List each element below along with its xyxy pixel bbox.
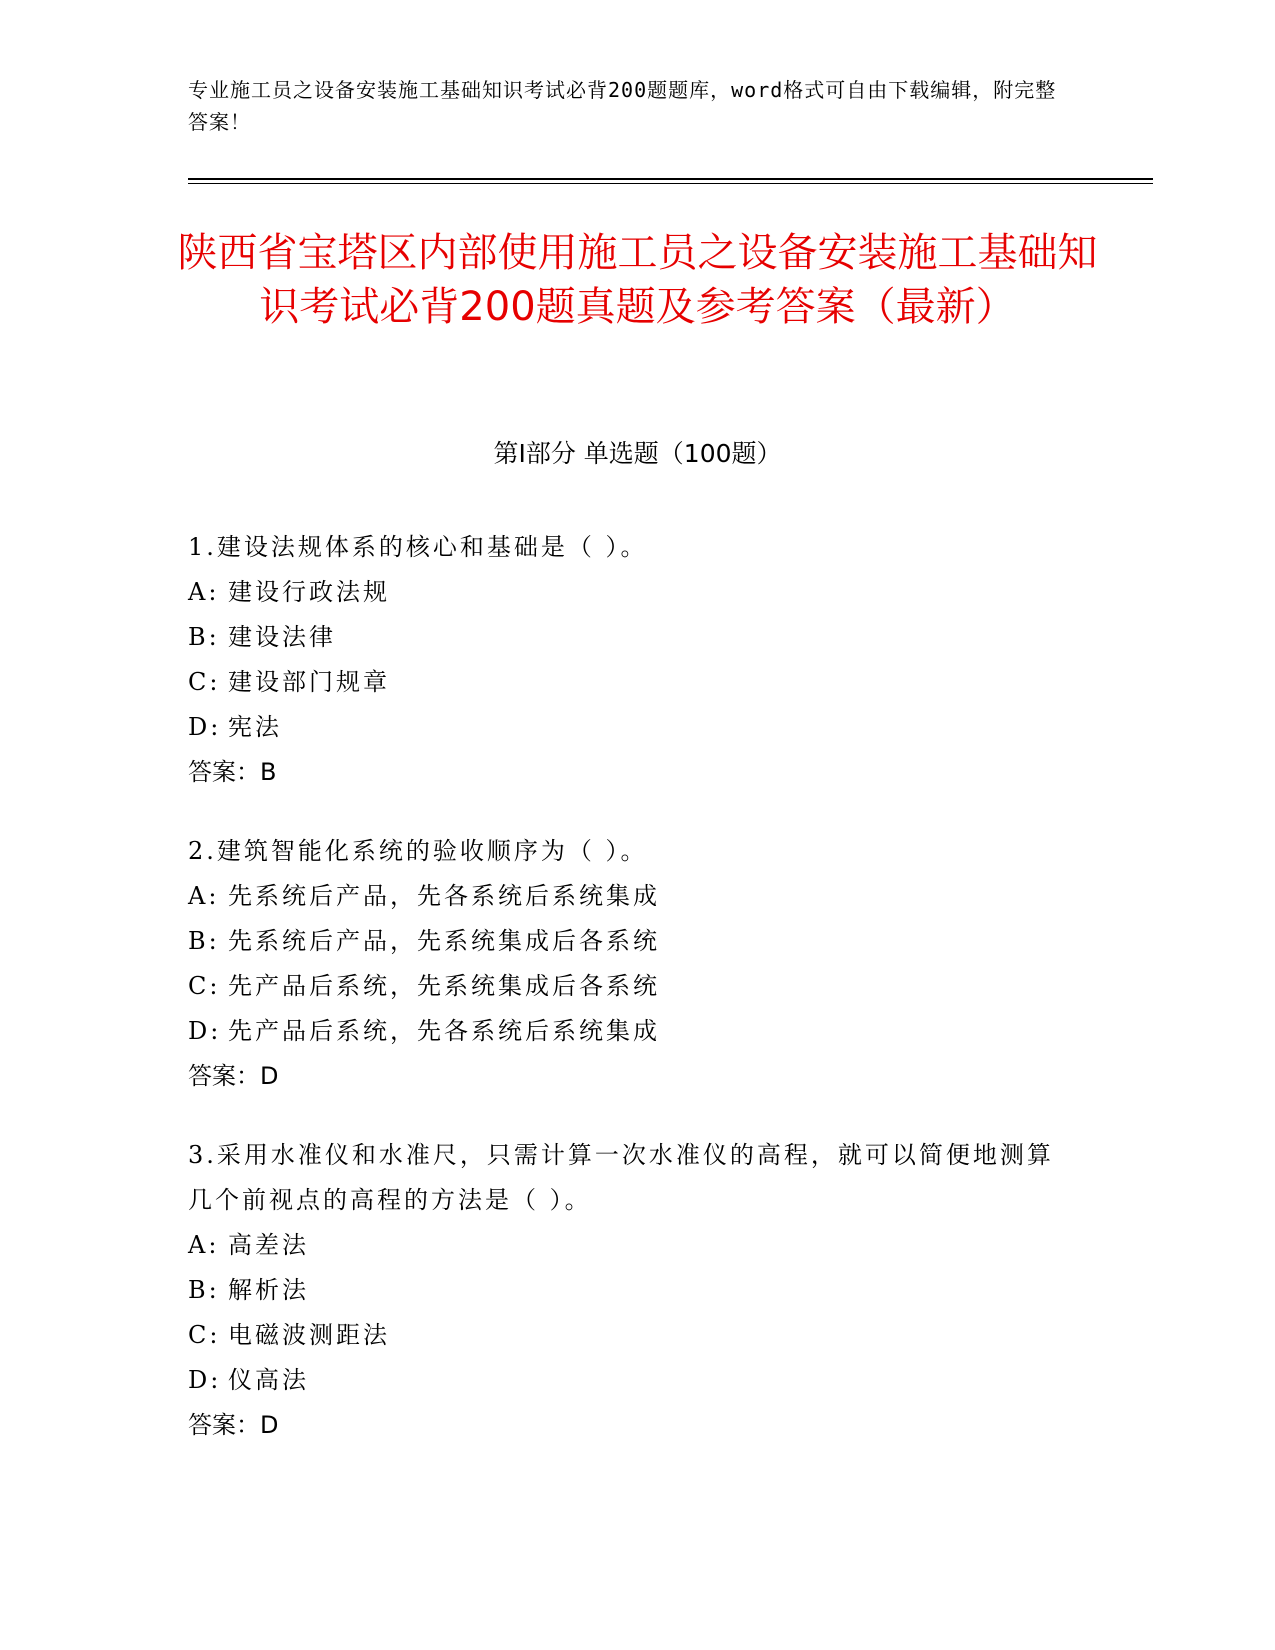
option-a bbox=[188, 874, 1068, 919]
option-d bbox=[188, 1009, 1068, 1054]
option-b bbox=[188, 1268, 1068, 1313]
option-text: 仪高法 bbox=[228, 1366, 309, 1394]
option-text: 高差法 bbox=[228, 1231, 309, 1259]
header-rule-thin bbox=[188, 183, 1153, 184]
document-title: 陕西省宝塔区内部使用施工员之设备安装施工基础知识考试必背200题真题及参考答案（最新） bbox=[177, 230, 1098, 330]
option-text: 建设部门规章 bbox=[228, 668, 390, 696]
option-a bbox=[188, 570, 1068, 615]
option-letter: A: bbox=[188, 578, 220, 606]
option-letter: C: bbox=[188, 972, 221, 1000]
option-c bbox=[188, 660, 1068, 705]
answer-value: D bbox=[260, 1411, 279, 1439]
option-letter: A: bbox=[188, 882, 220, 910]
option-letter: B: bbox=[188, 927, 220, 955]
answer-line bbox=[188, 1403, 1068, 1448]
option-letter: D: bbox=[188, 1366, 222, 1394]
answer-line bbox=[188, 1054, 1068, 1099]
option-text: 建设法律 bbox=[228, 623, 336, 651]
option-text: 建设行政法规 bbox=[228, 578, 390, 606]
question-list bbox=[188, 525, 1068, 1482]
option-d bbox=[188, 705, 1068, 750]
option-letter: C: bbox=[188, 1321, 221, 1349]
option-text: 电磁波测距法 bbox=[228, 1321, 390, 1349]
option-text: 先系统后产品，先各系统后系统集成 bbox=[228, 882, 660, 910]
option-b bbox=[188, 615, 1068, 660]
answer-line bbox=[188, 750, 1068, 795]
answer-value: B bbox=[260, 758, 277, 786]
answer-prefix: 答案： bbox=[188, 758, 260, 786]
question-stem: 3.采用水准仪和水准尺，只需计算一次水准仪的高程，就可以简便地测算几个前视点的高程的方法是（ ）。 bbox=[188, 1141, 1054, 1214]
answer-prefix: 答案： bbox=[188, 1062, 260, 1090]
question-3 bbox=[188, 1133, 1068, 1448]
option-text: 先产品后系统，先系统集成后各系统 bbox=[228, 972, 660, 1000]
question-2 bbox=[188, 829, 1068, 1099]
option-letter: D: bbox=[188, 713, 222, 741]
answer-value: D bbox=[260, 1062, 279, 1090]
answer-prefix: 答案： bbox=[188, 1411, 260, 1439]
option-a bbox=[188, 1223, 1068, 1268]
option-letter: A: bbox=[188, 1231, 220, 1259]
section-heading: 第Ⅰ部分 单选题（100题） bbox=[493, 439, 782, 468]
option-text: 先系统后产品，先系统集成后各系统 bbox=[228, 927, 660, 955]
option-text: 宪法 bbox=[228, 713, 282, 741]
option-b bbox=[188, 919, 1068, 964]
option-text: 解析法 bbox=[228, 1276, 309, 1304]
question-1 bbox=[188, 525, 1068, 795]
option-letter: B: bbox=[188, 623, 220, 651]
question-stem: 1.建设法规体系的核心和基础是（ ）。 bbox=[188, 533, 648, 561]
option-text: 先产品后系统，先各系统后系统集成 bbox=[228, 1017, 660, 1045]
option-d bbox=[188, 1358, 1068, 1403]
question-stem: 2.建筑智能化系统的验收顺序为（ ）。 bbox=[188, 837, 648, 865]
option-letter: B: bbox=[188, 1276, 220, 1304]
header-note: 专业施工员之设备安装施工基础知识考试必背200题题库，word格式可自由下载编辑，附完整答案！ bbox=[188, 78, 1057, 134]
option-c bbox=[188, 1313, 1068, 1358]
header-rule-thick bbox=[188, 178, 1153, 180]
option-letter: D: bbox=[188, 1017, 222, 1045]
option-c bbox=[188, 964, 1068, 1009]
option-letter: C: bbox=[188, 668, 221, 696]
